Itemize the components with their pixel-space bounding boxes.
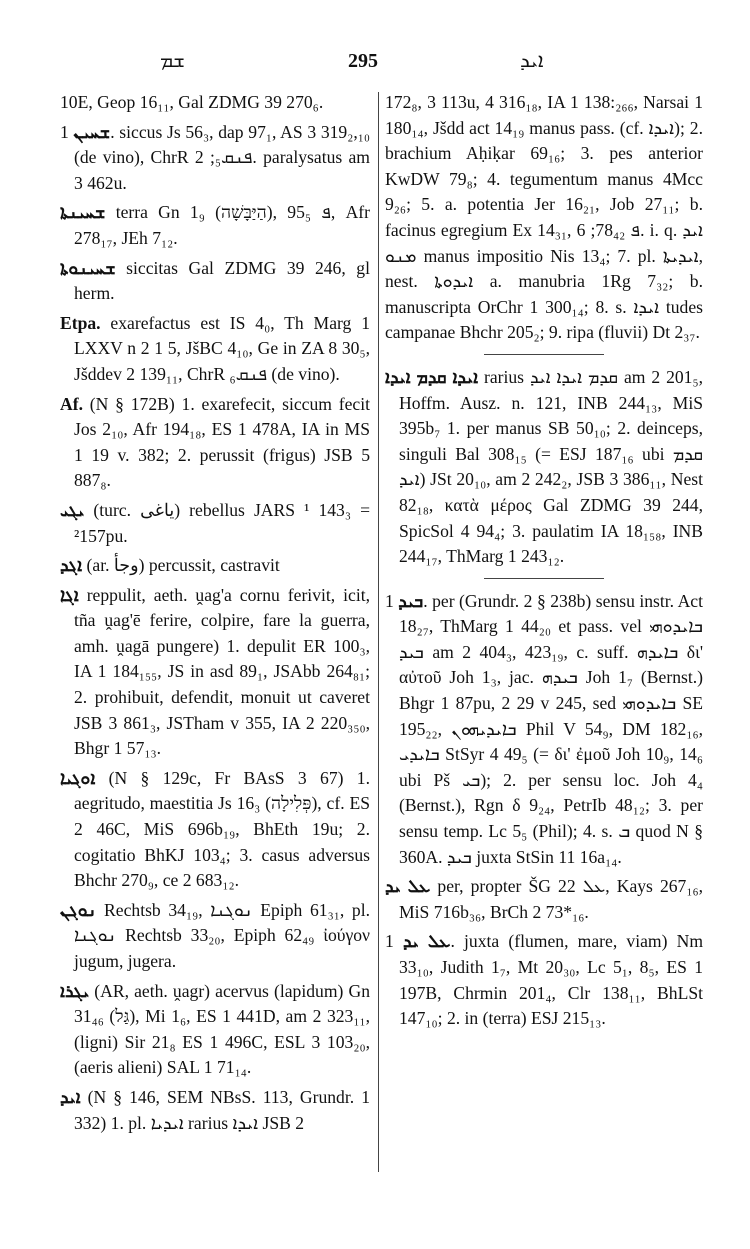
entry-text: (N § 129c, Fr BAsS 3 67) 1. aegritudo, maestitia Js 16₃ (פְּלִילָה), cf. ES 2 46C, MiS 696b₁₉, BhEth 19u; 2. cogitatio BhKJ 103₄; 3. casus adversus Bhchr 270₉, ce 2 683₁₂. (74, 767, 370, 891)
entry-headword: ܐܓܕ (60, 555, 83, 576)
dictionary-entry (60, 256, 370, 307)
entry-text: Rechtsb 34₁₉, ܢܘܓܢܐ Epiph 61₃₁, pl. ܢܘܓܢܐ Rechtsb 33₂₀, Epiph 62₄₉ ἰούγον jugum, jugera. (74, 899, 370, 971)
dictionary-entry (60, 200, 370, 251)
entry-text: (turc. ياغى) rebellus JARS ¹ 143₃ = ²157pu. (74, 499, 370, 546)
entry-headword: ܝܓܝ (60, 499, 85, 520)
entry-headword: ܒܝܕ (398, 590, 424, 611)
dictionary-entry (60, 1085, 370, 1136)
entry-text: (N § 146, SEM NBsS. 113, Grundr. 1 332) 1. pl. ܐܝܕܝܐ rarius ܐܝܕܐ JSB 2 (74, 1086, 370, 1133)
entry-headword: ܐܓܐ (60, 584, 79, 605)
dictionary-entry (60, 120, 370, 197)
entry-text: 1. siccus Js 56₃, dap 97₁, AS 3 319₂,₁₀ (de vino), ChrR ܦܢܩ₅; 2. paralysatus am 3 462u. (60, 121, 371, 193)
dictionary-entry (60, 553, 370, 579)
page-header (0, 50, 750, 80)
column-divider (378, 92, 379, 1172)
entry-headword: ܐܘܓܝܐ (60, 767, 96, 788)
entry-headword: Af. (60, 393, 83, 414)
entry-text: 1. juxta (flumen, mare, viam) Nm 33₁₀, Judith 1₇, Mt 20₃₀, Lc 5₁, 8₅, ES 1 197B, Chrmin 201₄, Clr 138₁₁, BhLSt 147₁₀; 2. in (terra) ESJ 215₁₃. (385, 931, 704, 1029)
entry-separator (484, 578, 604, 579)
header-left-word: ܫܡ (160, 50, 185, 72)
entry-headword: ܝܓܪܐ (60, 980, 90, 1001)
header-right-word: ܐܝܕ (520, 50, 544, 72)
entry-headword: ܥܠ ܝܕ (385, 876, 431, 897)
page-number: 295 (348, 50, 378, 72)
entry-text: (N § 172B) 1. exarefecit, siccum fecit Jos 2₁₀, Afr 194₁₈, ES 1 478A, IA in MS 1 19 v. 382; 2. perussit (frigus) JSB 5 887₈. (74, 393, 370, 491)
dictionary-entry (385, 929, 703, 1031)
dictionary-entry (385, 365, 703, 570)
entry-headword: ܢܘܓܢ (60, 899, 97, 920)
entry-text: 1. per (Grundr. 2 § 238b) sensu instr. Act 18₂₇, ThMarg 1 44₂₀ et pass. vel ܒܐܝܕܘܗܝ ܒܝܕ am 2 404₃, 423₁₉, c. suff. ܒܐܝܕܗ δι' αὐτοῦ Joh 1₃, jac. ܒܝܕܗ Joh 1₇ (Bernst.) Bhgr 1 87pu, 2 29 v 245, sed ܒܐܝܕܘܗܝ SE 195₂₂, ܒܐܝܕܝܗܘܢ Phil V 54₉, DM 182₁₆, ܒܐܝܕܝ StSyr 4 49₅ (= δι' ἐμοῦ Joh 10₉, 14₆ ubi Pš ܒܝ); 2. per sensu loc. Joh 4₄ (Bernst.), Rgn δ 9₂₄, PetrIb 48₁₂; 3. per sensu temp. Lc 5₅ (Phil); 4. s. ܒ quod N § 360A. ܒܝܕ juxta StSin 11 16a₁₄. (385, 590, 704, 867)
entry-headword: ܐܝܕ (60, 1086, 81, 1107)
entry-headword: ܥܠ ܝܕ (402, 931, 451, 952)
entry-text: (ar. وجأ) percussit, castravit (82, 555, 280, 576)
dictionary-entry (385, 874, 703, 925)
dictionary-entry (60, 583, 370, 762)
entry-text: rarius ܩܕܡ ܐܝܕܐ ܐܝܕ am 2 201₅, Hoffm. Ausz. n. 121, INB 244₁₃, MiS 395b₇ 1. per manus SB 50₁₀; 2. deinceps, singuli Bal 308₁₅ (= ESJ 187₁₆ ubi ܩܕܡ ܐܝܕ) JSt 20₁₀, am 2 242₂, JSB 3 386₁₁, Nest 82₁₈, κατὰ μέρος Gal ZDMG 39 244, SpicSol 4 94₄; 3. paulatim IA 18₁₅₈, INB 244₁₇, ThMarg 1 243₁₂. (399, 366, 704, 567)
dictionary-entry (60, 392, 370, 494)
dictionary-entry (60, 979, 370, 1081)
dictionary-entry (60, 766, 370, 894)
dictionary-entry (385, 589, 703, 871)
entry-text: reppulit, aeth. ṷag'a cornu ferivit, icit, tña ṷag'ē ferire, colpire, fare la guerra, amh. ṷagā pungere) 1. depulit ER 100₃, IA 1 184₁₅₅, JS in asd 89₁, JSAbb 264₈₁; 2. prohibuit, defendit, monuit ut caveret JSB 3 861₃, JSTham v 355, IA 2 220₃₅₀, Bhgr 1 57₁₃. (74, 584, 370, 759)
entry-headword: ܫܚܝܢܘܬܐ (60, 257, 116, 278)
dictionary-entry (385, 90, 703, 346)
dictionary-entry (60, 898, 370, 975)
entry-separator (484, 354, 604, 355)
right-column (385, 90, 703, 1036)
dictionary-entry (60, 90, 370, 116)
entry-text: per, propter ŠG ܥܠ 22, Kays 267₁₆, MiS 716b₃₆, BrCh 2 73*₁₆. (399, 876, 704, 922)
entry-headword: ܫܚܝܢ (73, 121, 111, 142)
entry-text: siccitas Gal ZDMG 39 246, gl herm. (74, 257, 370, 304)
left-column (60, 90, 370, 1140)
entry-text: 10E, Geop 16₁₁, Gal ZDMG 39 270₆. (60, 92, 324, 112)
entry-headword: ܫܚܝܢܬܐ (60, 202, 106, 223)
entry-headword: ܐܝܕܐ ܩܕܡ ܐܝܕܐ (385, 366, 479, 387)
dictionary-entry (60, 498, 370, 549)
entry-text: terra Gn 1₉ (הַיַּבָּשָׁה), ܦ 95₅, Afr 278₁₇, JEh 7₁₂. (74, 202, 370, 248)
entry-text: (AR, aeth. ṷagr) acervus (lapidum) Gn 31₄₆ (גַּל), Mi 1₆, ES 1 441D, am 2 323₁₁, (ligni) Sir 21₈ ES 1 496C, ESL 3 103₂₀, (aeris alieni) SAL 1 71₁₄. (74, 980, 370, 1078)
entry-headword: Etpa. (60, 312, 101, 333)
dictionary-entry (60, 311, 370, 388)
entry-text: 172₈, 3 113u, 4 316₁₈, IA 1 138:₂₆₆, Narsai 1 180₁₄, Jšdd act 14₁₉ manus pass. (cf. ܐܝܕܐ); 2. brachium Aḥiḳar 69₁₆; 3. pes anterior KwDW 79₈; 4. tegumentum manus 4Mcc 9₂₆; 5. a. potentia Jer 16₂₁, Job 27₁₁; b. facinus egregium Ex 14₃₁, ܦ 78₄₂; 6. i. q. ܐܝܕ ܡܢܘ manus impositio Nis 13₄; 7. pl. ܐܝܕܝܬܐ, nest. ܐܝܕܘܬܐ a. manubria 1Rg 7₃₂; b. manuscripta OrChr 1 300₁₄; 8. s. ܐܝܕܐ tudes campanae Bhchr 205₂; 9. ripa (fluvii) Dt 2₃₇. (385, 92, 704, 343)
entry-text: exarefactus est IS 4₀, Th Marg 1 LXXV n 2 1 5, JšBC 4₁₀, Ge in ZA 8 30₅, Jšddev 2 139₁₁, ChrR ܦܢܩ₆ (de vino). (74, 312, 370, 384)
